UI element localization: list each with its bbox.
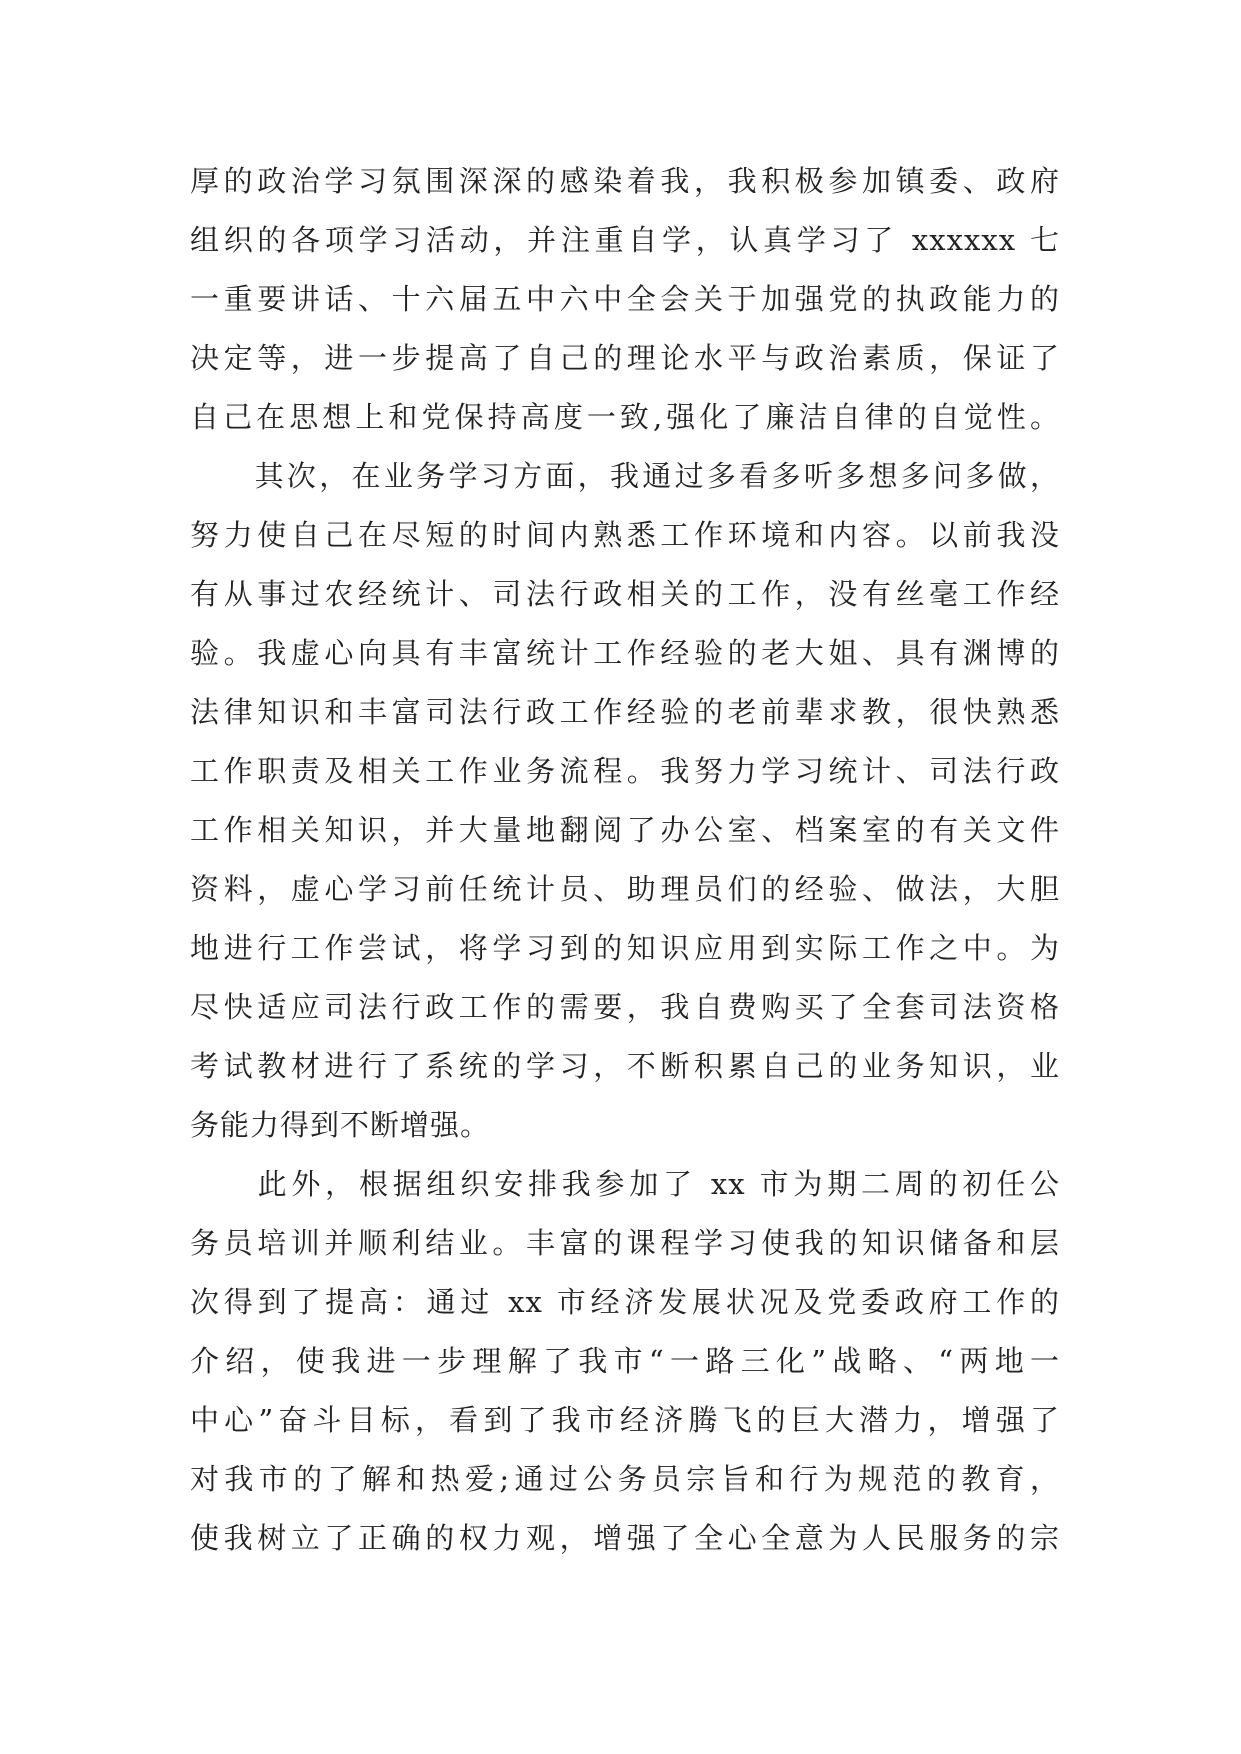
text-line: 考试教材进行了系统的学习，不断积累自己的业务知识，业 xyxy=(190,1049,1060,1083)
text-line: 法律知识和丰富司法行政工作经验的老前辈求教，很快熟悉 xyxy=(190,695,1060,729)
text-line: 尽快适应司法行政工作的需要，我自费购买了全套司法资格 xyxy=(190,990,1060,1024)
text-line: 自己在思想上和党保持高度一致,强化了廉洁自律的自觉性。 xyxy=(190,400,1060,434)
body-text xyxy=(190,152,1060,1568)
text-line: 决定等，进一步提高了自己的理论水平与政治素质，保证了 xyxy=(190,341,1060,375)
text-line: 中心”奋斗目标，看到了我市经济腾飞的巨大潜力，增强了 xyxy=(190,1403,1060,1437)
text-line: 工作相关知识，并大量地翻阅了办公室、档案室的有关文件 xyxy=(190,813,1060,847)
text-line: 使我树立了正确的权力观，增强了全心全意为人民服务的宗 xyxy=(190,1521,1060,1555)
text-line: 努力使自己在尽短的时间内熟悉工作环境和内容。以前我没 xyxy=(190,518,1060,552)
text-line: 验。我虚心向具有丰富统计工作经验的老大姐、具有渊博的 xyxy=(190,636,1060,670)
text-line: 有从事过农经统计、司法行政相关的工作，没有丝毫工作经 xyxy=(190,577,1060,611)
text-line: 地进行工作尝试，将学习到的知识应用到实际工作之中。为 xyxy=(190,931,1060,965)
text-line: 一重要讲话、十六届五中六中全会关于加强党的执政能力的 xyxy=(190,282,1060,316)
text-line: 此外，根据组织安排我参加了 xx 市为期二周的初任公 xyxy=(190,1167,1060,1201)
text-line: 组织的各项学习活动，并注重自学，认真学习了 xxxxxx 七 xyxy=(190,223,1060,257)
text-line: 其次，在业务学习方面，我通过多看多听多想多问多做， xyxy=(190,459,1060,493)
text-line: 介绍，使我进一步理解了我市“一路三化”战略、“两地一 xyxy=(190,1344,1060,1378)
text-line: 厚的政治学习氛围深深的感染着我，我积极参加镇委、政府 xyxy=(190,164,1060,198)
text-line: 工作职责及相关工作业务流程。我努力学习统计、司法行政 xyxy=(190,754,1060,788)
text-line: 对我市的了解和热爱;通过公务员宗旨和行为规范的教育， xyxy=(190,1462,1060,1496)
text-line: 资料，虚心学习前任统计员、助理员们的经验、做法，大胆 xyxy=(190,872,1060,906)
text-line: 务员培训并顺利结业。丰富的课程学习使我的知识储备和层 xyxy=(190,1226,1060,1260)
text-line: 务能力得到不断增强。 xyxy=(190,1108,491,1142)
text-line: 次得到了提高：通过 xx 市经济发展状况及党委政府工作的 xyxy=(190,1285,1060,1319)
